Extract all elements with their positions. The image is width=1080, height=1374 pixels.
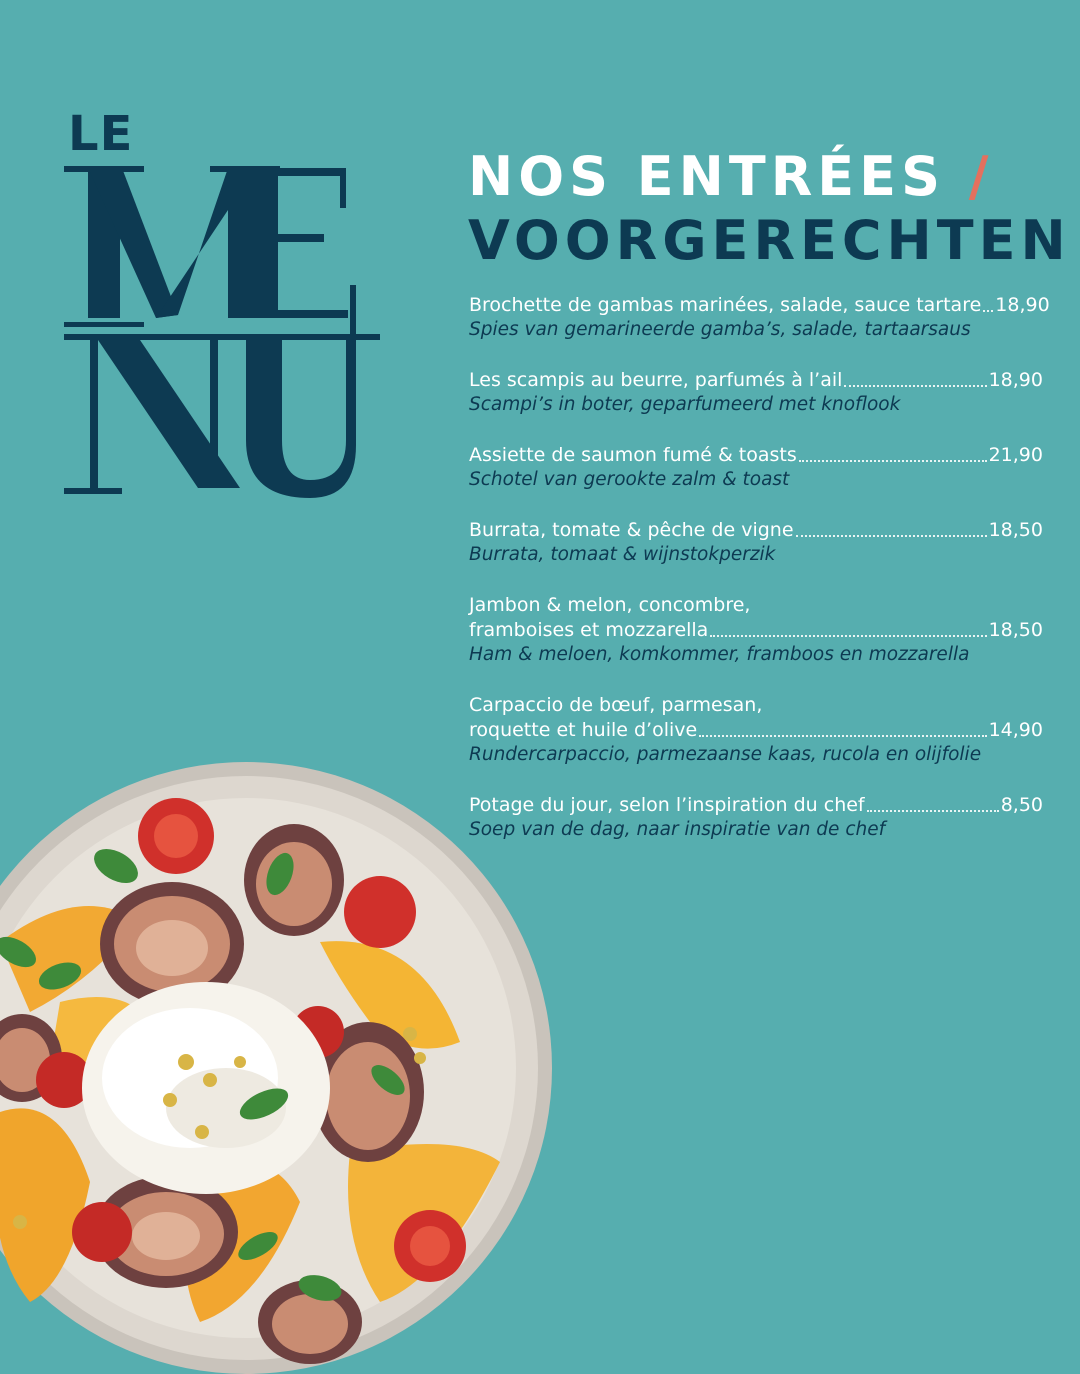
menu-item [469, 443, 1043, 492]
item-price: 14,90 [988, 719, 1043, 741]
le-menu-logo [60, 106, 390, 510]
item-price: 18,90 [988, 369, 1043, 391]
leader-dots [844, 384, 986, 387]
item-name-nl: Burrata, tomaat & wijnstokperzik [469, 544, 776, 565]
item-name-nl: Rundercarpaccio, parmezaanse kaas, rucola en olijfolie [469, 744, 982, 765]
leader-dots [710, 634, 986, 637]
item-name-nl: Schotel van gerookte zalm & toast [469, 469, 790, 490]
item-name-nl: Soep van de dag, naar inspiratie van de chef [469, 819, 886, 840]
heading-french: NOS ENTRÉES / [468, 145, 994, 208]
item-price: 18,50 [988, 619, 1043, 641]
leader-dots [983, 309, 993, 312]
menu-item [469, 693, 1043, 767]
menu-item [469, 293, 1050, 342]
heading-slash: / [968, 145, 994, 208]
item-name-fr: roquette et huile d’olive [469, 719, 698, 741]
item-name-fr: Brochette de gambas marinées, salade, sauce tartare [469, 294, 982, 316]
item-name-fr: Assiette de saumon fumé & toasts [469, 444, 797, 466]
menu-list [469, 293, 1050, 868]
leader-dots [796, 534, 987, 537]
item-name-nl: Ham & meloen, komkommer, framboos en mozzarella [469, 644, 970, 665]
item-price: 18,50 [988, 519, 1043, 541]
item-price: 21,90 [988, 444, 1043, 466]
heading-dutch: VOORGERECHTEN [468, 209, 1071, 272]
item-name-fr: framboises et mozzarella [469, 619, 709, 641]
item-price: 8,50 [1000, 794, 1043, 816]
menu-wordmark [60, 106, 390, 510]
burrata-dish-image [0, 762, 552, 1374]
leader-dots [699, 734, 986, 737]
item-name-fr: Potage du jour, selon l’inspiration du chef [469, 794, 865, 816]
leader-dots [799, 459, 987, 462]
item-name-nl: Scampi’s in boter, geparfumeerd met knoflook [469, 394, 901, 415]
item-name-fr-line1: Carpaccio de bœuf, parmesan, [469, 694, 763, 716]
menu-item [469, 518, 1043, 567]
section-heading [468, 145, 1071, 273]
item-name-fr: Burrata, tomate & pêche de vigne [469, 519, 794, 541]
item-name-fr-line1: Jambon & melon, concombre, [469, 594, 751, 616]
menu-item [469, 793, 1043, 842]
leader-dots [867, 809, 999, 812]
logo-le: LE [68, 106, 134, 162]
item-name-fr: Les scampis au beurre, parfumés à l’ail [469, 369, 843, 391]
menu-item [469, 368, 1043, 417]
menu-item [469, 593, 1043, 667]
item-name-nl: Spies van gemarineerde gamba’s, salade, tartaarsaus [469, 319, 971, 340]
item-price: 18,90 [995, 294, 1050, 316]
